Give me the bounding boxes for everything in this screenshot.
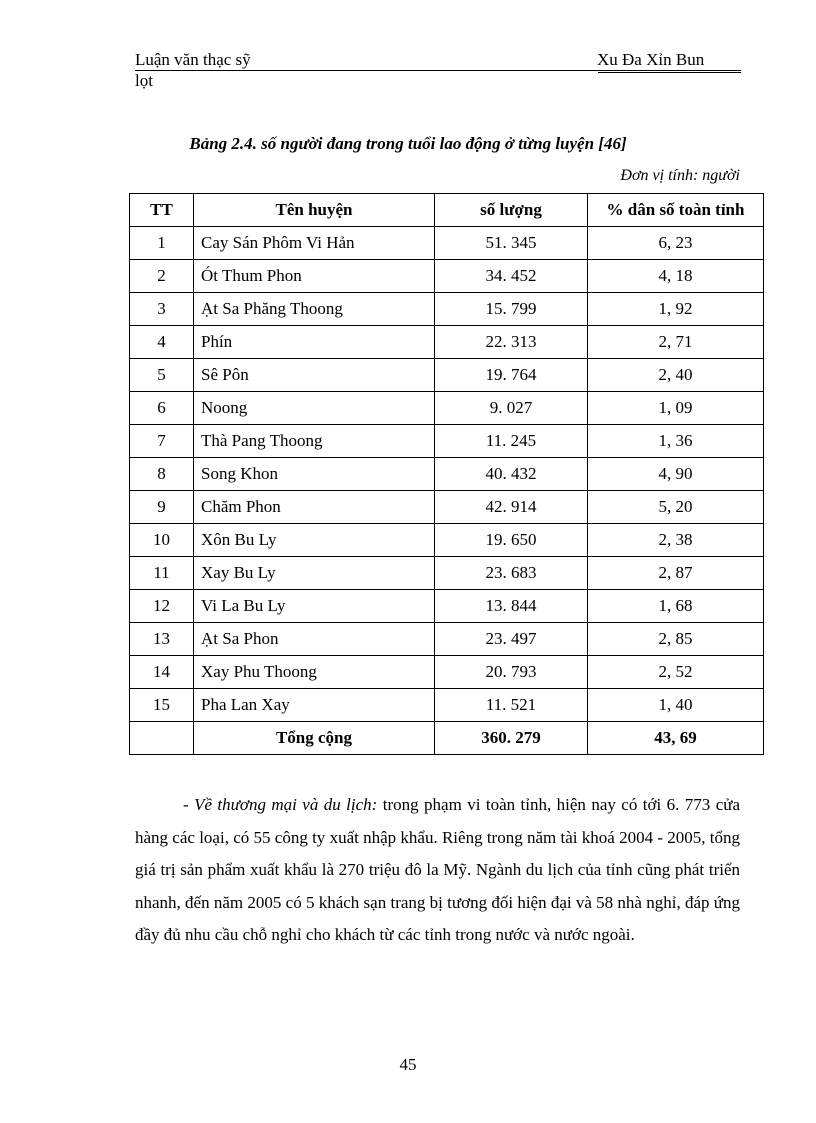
paragraph-body: trong phạm vi toàn tỉnh, hiện nay có tới 6. 773 cửa hàng các loại, có 55 công ty xuất nhập khẩu. Riêng trong năm tài khoá 2004 - 2005, tổng giá trị sản phẩm xuất khẩu là 270 triệu đô la Mỹ. Ngành du lịch của tỉnh cũng phát triển nhanh, đến năm 2005 có 5 khách sạn trang bị tương đối hiện đại và 58 nhà nghỉ, đáp ứng đầy đủ nhu cầu chỗ nghỉ cho khách từ các tỉnh trong nước và nước ngoài. xyxy=(135,795,740,944)
table-row xyxy=(130,260,764,293)
district-name: Song Khon xyxy=(194,458,435,491)
table-row xyxy=(130,524,764,557)
col-header-district: Tên huyện xyxy=(194,194,435,227)
table-row xyxy=(130,656,764,689)
percent-of-province: 1, 09 xyxy=(588,392,764,425)
worker-count: 51. 345 xyxy=(435,227,588,260)
district-name: Chăm Phon xyxy=(194,491,435,524)
worker-count: 23. 497 xyxy=(435,623,588,656)
table-row xyxy=(130,359,764,392)
table-row xyxy=(130,623,764,656)
district-name: Phín xyxy=(194,326,435,359)
row-index: 4 xyxy=(130,326,194,359)
worker-count: 22. 313 xyxy=(435,326,588,359)
row-index: 9 xyxy=(130,491,194,524)
district-name: Pha Lan Xay xyxy=(194,689,435,722)
worker-count: 42. 914 xyxy=(435,491,588,524)
percent-of-province: 2, 85 xyxy=(588,623,764,656)
district-name: Vi La Bu Ly xyxy=(194,590,435,623)
row-index: 15 xyxy=(130,689,194,722)
total-row xyxy=(130,722,764,755)
col-header-tt: TT xyxy=(130,194,194,227)
col-header-count: số lượng xyxy=(435,194,588,227)
row-index: 5 xyxy=(130,359,194,392)
percent-of-province: 6, 23 xyxy=(588,227,764,260)
row-index: 11 xyxy=(130,557,194,590)
worker-count: 11. 521 xyxy=(435,689,588,722)
page-number: 45 xyxy=(399,1055,417,1074)
total-count: 360. 279 xyxy=(435,722,588,755)
worker-count: 19. 650 xyxy=(435,524,588,557)
district-name: Xay Phu Thoong xyxy=(194,656,435,689)
worker-count: 23. 683 xyxy=(435,557,588,590)
table-row xyxy=(130,326,764,359)
percent-of-province: 1, 36 xyxy=(588,425,764,458)
row-index: 3 xyxy=(130,293,194,326)
percent-of-province: 2, 38 xyxy=(588,524,764,557)
table-row xyxy=(130,425,764,458)
worker-count: 40. 432 xyxy=(435,458,588,491)
worker-count: 15. 799 xyxy=(435,293,588,326)
percent-of-province: 5, 20 xyxy=(588,491,764,524)
table-row xyxy=(130,689,764,722)
table-row xyxy=(130,227,764,260)
row-index: 8 xyxy=(130,458,194,491)
table-row xyxy=(130,458,764,491)
district-name: Ót Thum Phon xyxy=(194,260,435,293)
col-header-percent: % dân số toàn tỉnh xyxy=(588,194,764,227)
paragraph-lead: - Về thương mại và du lịch: xyxy=(183,795,378,814)
table-row xyxy=(130,557,764,590)
worker-count: 20. 793 xyxy=(435,656,588,689)
row-index: 10 xyxy=(130,524,194,557)
percent-of-province: 2, 87 xyxy=(588,557,764,590)
district-name: Sê Pôn xyxy=(194,359,435,392)
header-right: Xu Đa Xỉn Bun xyxy=(597,50,705,69)
percent-of-province: 2, 71 xyxy=(588,326,764,359)
row-index: 6 xyxy=(130,392,194,425)
percent-of-province: 4, 90 xyxy=(588,458,764,491)
row-index: 2 xyxy=(130,260,194,293)
total-percent: 43, 69 xyxy=(588,722,764,755)
header-left-line2: lọt xyxy=(135,71,153,90)
worker-count: 11. 245 xyxy=(435,425,588,458)
header-rule-right xyxy=(598,72,741,73)
worker-count: 13. 844 xyxy=(435,590,588,623)
percent-of-province: 1, 92 xyxy=(588,293,764,326)
district-table xyxy=(129,193,764,755)
district-name: Ạt Sa Phăng Thoong xyxy=(194,293,435,326)
district-name: Noong xyxy=(194,392,435,425)
percent-of-province: 4, 18 xyxy=(588,260,764,293)
worker-count: 9. 027 xyxy=(435,392,588,425)
trade-tourism-paragraph xyxy=(135,789,740,952)
district-name: Thà Pang Thoong xyxy=(194,425,435,458)
row-index: 14 xyxy=(130,656,194,689)
total-label: Tổng cộng xyxy=(194,722,435,755)
district-name: Xôn Bu Ly xyxy=(194,524,435,557)
worker-count: 34. 452 xyxy=(435,260,588,293)
table-row xyxy=(130,293,764,326)
worker-count: 19. 764 xyxy=(435,359,588,392)
total-empty-cell xyxy=(130,722,194,755)
percent-of-province: 2, 52 xyxy=(588,656,764,689)
table-caption: Bảng 2.4. số người đang trong tuổi lao động ở từng luyện [46] xyxy=(189,134,627,153)
header-rule xyxy=(135,70,741,71)
district-name: Xay Bu Ly xyxy=(194,557,435,590)
header-left: Luận văn thạc sỹ xyxy=(135,50,251,69)
row-index: 12 xyxy=(130,590,194,623)
row-index: 1 xyxy=(130,227,194,260)
table-row xyxy=(130,392,764,425)
district-name: Ạt Sa Phon xyxy=(194,623,435,656)
percent-of-province: 1, 68 xyxy=(588,590,764,623)
row-index: 13 xyxy=(130,623,194,656)
district-name: Cay Sán Phôm Vi Hản xyxy=(194,227,435,260)
table-row xyxy=(130,590,764,623)
table-row xyxy=(130,491,764,524)
percent-of-province: 1, 40 xyxy=(588,689,764,722)
row-index: 7 xyxy=(130,425,194,458)
percent-of-province: 2, 40 xyxy=(588,359,764,392)
table-header-row xyxy=(130,194,764,227)
unit-note: Đơn vị tính: người xyxy=(620,167,740,184)
